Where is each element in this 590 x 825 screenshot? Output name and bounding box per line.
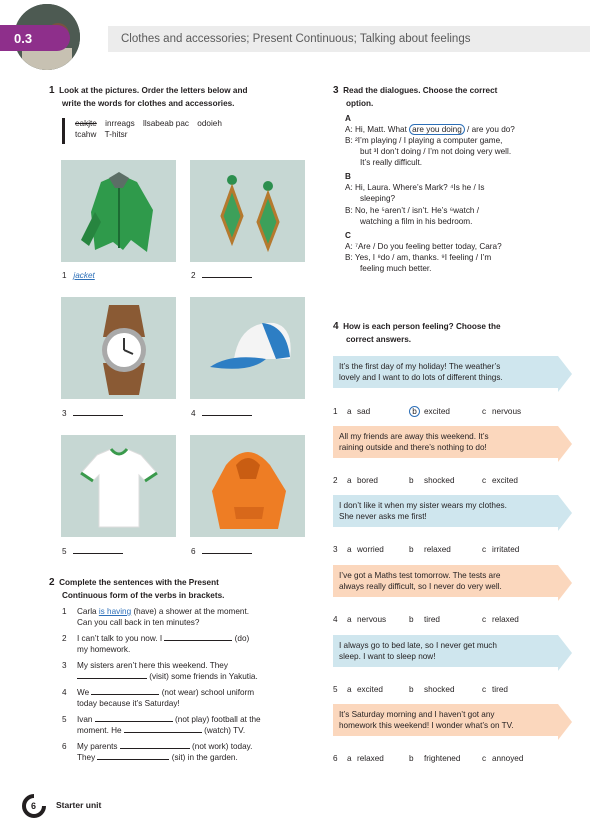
dialogue-line: A: ⁷Are / Do you feeling better today, Cara?	[345, 241, 502, 251]
item-text: My parents	[77, 742, 120, 751]
options-5	[333, 684, 508, 695]
q4-instruction	[333, 320, 573, 345]
option-number: 4	[333, 615, 338, 624]
dialogue-line: B: ²I’m playing / I playing a computer game,	[345, 136, 503, 146]
bubble-line: I’ve got a Maths test tomorrow. The tests are	[339, 571, 501, 580]
caption-number: 5	[62, 547, 67, 556]
footer-unit-label: Starter unit	[56, 800, 102, 810]
option-c-letter: c	[482, 545, 487, 554]
item-text: (sit) in the garden.	[169, 753, 238, 762]
dialogue-line: B: Yes, I ⁸do / am, thanks. ⁹I feeling / I’m	[345, 252, 492, 262]
bubble-line: She never asks me first!	[339, 512, 427, 522]
q2-item-2	[62, 633, 312, 660]
dialogue-label: B	[345, 172, 351, 182]
option-c[interactable]: relaxed	[492, 615, 519, 624]
option-a[interactable]: excited	[357, 685, 383, 694]
item-line-1: My sisters aren’t here this weekend. They	[77, 661, 228, 670]
item-text: (watch) TV.	[201, 726, 246, 735]
options-1	[333, 406, 521, 417]
item-text: I can’t talk to you now. I	[77, 634, 165, 643]
option-c[interactable]: annoyed	[492, 754, 524, 763]
item-line-2	[77, 752, 238, 763]
circled-answer: are you doing	[409, 124, 465, 135]
bubble-line: All my friends are away this weekend. It’s	[339, 432, 489, 441]
q2-item-5	[62, 714, 312, 741]
option-a-letter: a	[347, 545, 352, 554]
option-a-letter: a	[347, 754, 352, 763]
caption-5	[62, 546, 123, 557]
option-number: 2	[333, 476, 338, 485]
item-text: (have) a shower at the moment.	[131, 607, 250, 616]
item-text: (do)	[232, 634, 250, 643]
word-item: inrreags	[105, 119, 135, 128]
answer-blank[interactable]	[77, 671, 147, 679]
item-line-1	[77, 714, 261, 725]
option-c[interactable]: tired	[492, 685, 508, 694]
option-b-circled[interactable]: b	[409, 406, 420, 417]
bubble-line: sleep. I want to sleep now!	[339, 652, 436, 662]
unit-badge-text: 0.3	[14, 31, 33, 46]
dialogue-line: It’s really difficult.	[360, 158, 423, 168]
option-b-letter: b	[409, 545, 414, 554]
page-number: 6	[31, 801, 37, 811]
option-b-letter: b	[409, 476, 414, 485]
speech-bubble-1	[333, 356, 558, 388]
option-a-letter: a	[347, 407, 352, 416]
item-number: 3	[62, 661, 67, 670]
option-number: 3	[333, 545, 338, 554]
item-text: (not play) football at the	[172, 715, 261, 724]
option-b[interactable]: frightened	[424, 754, 461, 763]
q2-number: 2	[49, 577, 55, 588]
bubble-line: always really difficult, so I never do very well.	[339, 582, 502, 592]
bubble-line: raining outside and there’s nothing to do!	[339, 443, 487, 453]
dialogue-line: feeling much better.	[360, 263, 432, 273]
option-b[interactable]: shocked	[424, 476, 455, 485]
option-c-letter: c	[482, 615, 487, 624]
option-b-letter: b	[409, 615, 414, 624]
speech-bubble-4	[333, 565, 558, 597]
word-item: llsabeab pac	[143, 119, 189, 128]
word-row-1	[75, 118, 228, 129]
item-line-1	[77, 606, 249, 617]
q3-text-l1: Read the dialogues. Choose the correct	[343, 86, 498, 95]
word-box	[62, 118, 228, 144]
item-line-2: today because it’s Saturday!	[77, 699, 180, 708]
dialogue-label: A	[345, 114, 351, 123]
bubble-line: lovely and I want to do lots of different things.	[339, 373, 503, 383]
q3-dialogues	[345, 113, 575, 274]
option-number: 5	[333, 685, 338, 694]
item-line-2: my homework.	[77, 645, 131, 654]
q2-text-l1: Complete the sentences with the Present	[59, 578, 219, 587]
caption-number: 6	[191, 547, 196, 556]
answer-blank[interactable]	[124, 725, 202, 733]
option-c-letter: c	[482, 685, 487, 694]
item-line-1	[77, 687, 254, 698]
earrings-picture	[190, 160, 305, 262]
option-b[interactable]: shocked	[424, 685, 455, 694]
word-item: odoieh	[197, 119, 222, 128]
dialogue-line: B: No, he ⁵aren’t / isn’t. He’s ⁶watch /	[345, 205, 480, 215]
word-item: tcahw	[75, 130, 97, 140]
option-b[interactable]: relaxed	[424, 545, 451, 554]
option-c-letter: c	[482, 754, 487, 763]
options-2	[333, 475, 518, 486]
option-b-letter: b	[409, 754, 414, 763]
caption-answer: jacket	[73, 271, 95, 280]
word-row-2	[75, 129, 228, 140]
baseball-cap-picture	[190, 297, 305, 399]
option-a-letter: a	[347, 685, 352, 694]
item-line-2: Can you call back in ten minutes?	[77, 618, 200, 627]
option-a[interactable]: sad	[357, 407, 371, 416]
bubble-line: I don’t like it when my sister wears my clothes.	[339, 501, 507, 510]
option-a[interactable]: nervous	[357, 615, 387, 624]
answer-blank[interactable]	[120, 741, 190, 749]
item-number: 4	[62, 688, 67, 697]
answer-blank[interactable]	[97, 752, 169, 760]
caption-1	[62, 270, 95, 281]
item-text: Carla	[77, 607, 99, 616]
q4-number: 4	[333, 321, 339, 332]
item-text: We	[77, 688, 92, 697]
options-6	[333, 753, 523, 764]
caption-6	[191, 546, 252, 557]
option-c-letter: c	[482, 407, 487, 416]
caption-number: 2	[191, 271, 196, 280]
dialogue-line	[345, 124, 575, 135]
example-answer: is having	[98, 607, 132, 616]
q2-instruction	[49, 576, 309, 601]
option-a[interactable]: bored	[357, 476, 378, 485]
options-3	[333, 544, 519, 555]
t-shirt-picture	[61, 435, 176, 537]
item-text: They	[77, 753, 98, 762]
item-line-1	[77, 633, 249, 644]
q3-text-l2: option.	[346, 98, 374, 108]
option-c[interactable]: irritated	[492, 545, 520, 554]
caption-3	[62, 408, 123, 419]
header	[0, 17, 590, 57]
q2-item-3	[62, 660, 312, 687]
option-a-letter: a	[347, 615, 352, 624]
header-bar	[108, 26, 590, 52]
caption-4	[191, 408, 252, 419]
answer-blank[interactable]	[202, 270, 252, 278]
dialogue-line: but ³I don’t doing / I’m not doing very well.	[360, 147, 512, 157]
option-a-letter: a	[347, 476, 352, 485]
option-b[interactable]: tired	[424, 615, 440, 624]
q4-text-l1: How is each person feeling? Choose the	[343, 322, 501, 331]
q1-instruction	[49, 84, 309, 109]
q2-item-6	[62, 741, 312, 768]
caption-number: 3	[62, 409, 67, 418]
option-number: 6	[333, 754, 338, 763]
dialogue-text: / are you do?	[464, 125, 515, 135]
q2-item-4	[62, 687, 312, 714]
q3-number: 3	[333, 85, 339, 96]
option-a[interactable]: relaxed	[357, 754, 384, 763]
answer-blank[interactable]	[95, 714, 173, 722]
hoodie-picture	[190, 435, 305, 537]
q3-instruction	[333, 84, 573, 109]
word-item: T-hitsr	[104, 130, 128, 140]
option-number: 1	[333, 407, 338, 416]
item-text: Ivan	[77, 715, 95, 724]
speech-bubble-6	[333, 704, 558, 736]
q1-text-l2: write the words for clothes and accessories.	[62, 98, 235, 108]
answer-blank[interactable]	[73, 546, 123, 554]
option-c-letter: c	[482, 476, 487, 485]
speech-bubble-2	[333, 426, 558, 458]
dialogue-line: A: Hi, Laura. Where’s Mark? ⁴Is he / Is	[345, 183, 485, 193]
answer-blank[interactable]	[202, 546, 252, 554]
answer-blank[interactable]	[91, 687, 159, 695]
speech-bubble-3	[333, 495, 558, 527]
bubble-line: It’s Saturday morning and I haven’t got any	[339, 710, 495, 719]
option-a[interactable]: worried	[357, 545, 384, 554]
bubble-line: It’s the first day of my holiday! The weather’s	[339, 362, 501, 371]
q2-text-l2: Continuous form of the verbs in brackets.	[62, 590, 225, 600]
bubble-line: I always go to bed late, so I never get much	[339, 641, 497, 650]
item-number: 6	[62, 742, 67, 751]
item-number: 2	[62, 634, 67, 643]
speech-bubble-5	[333, 635, 558, 667]
dialogue-text: A: Hi, Matt. What	[345, 125, 410, 135]
answer-blank[interactable]	[73, 408, 123, 416]
unit-badge	[0, 25, 70, 51]
q2-items	[62, 606, 312, 768]
watch-picture	[61, 297, 176, 399]
header-title: Clothes and accessories; Present Continuous; Talking about feelings	[121, 33, 471, 45]
item-line-1	[77, 741, 252, 752]
option-c[interactable]: excited	[492, 476, 518, 485]
item-number: 5	[62, 715, 67, 724]
options-4	[333, 614, 519, 625]
caption-2	[191, 270, 252, 281]
dialogue-line: watching a film in his bedroom.	[360, 216, 473, 226]
item-line-2	[77, 671, 258, 682]
q2-item-1	[62, 606, 312, 633]
q1-text-l1: Look at the pictures. Order the letters below and	[59, 86, 248, 95]
caption-number: 4	[191, 409, 196, 418]
option-c[interactable]: nervous	[492, 407, 522, 416]
q1-number: 1	[49, 85, 55, 96]
item-text: (visit) some friends in Yakutia.	[147, 672, 258, 681]
item-number: 1	[62, 607, 67, 616]
jacket-picture	[61, 160, 176, 262]
answer-blank[interactable]	[164, 633, 232, 641]
item-text: (not work) today.	[189, 742, 253, 751]
dialogue-label: C	[345, 230, 351, 240]
word-item: eakjte	[75, 119, 97, 128]
item-text: moment. He	[77, 726, 124, 735]
answer-blank[interactable]	[202, 408, 252, 416]
caption-number: 1	[62, 271, 67, 280]
option-b-letter: b	[409, 685, 414, 694]
item-text: (not wear) school uniform	[159, 688, 255, 697]
q4-text-l2: correct answers.	[346, 334, 412, 344]
item-line-2	[77, 725, 245, 736]
bubble-line: homework this weekend! I wonder what’s on TV.	[339, 721, 514, 731]
option-b[interactable]: excited	[424, 407, 450, 416]
dialogue-line: sleeping?	[360, 194, 396, 204]
